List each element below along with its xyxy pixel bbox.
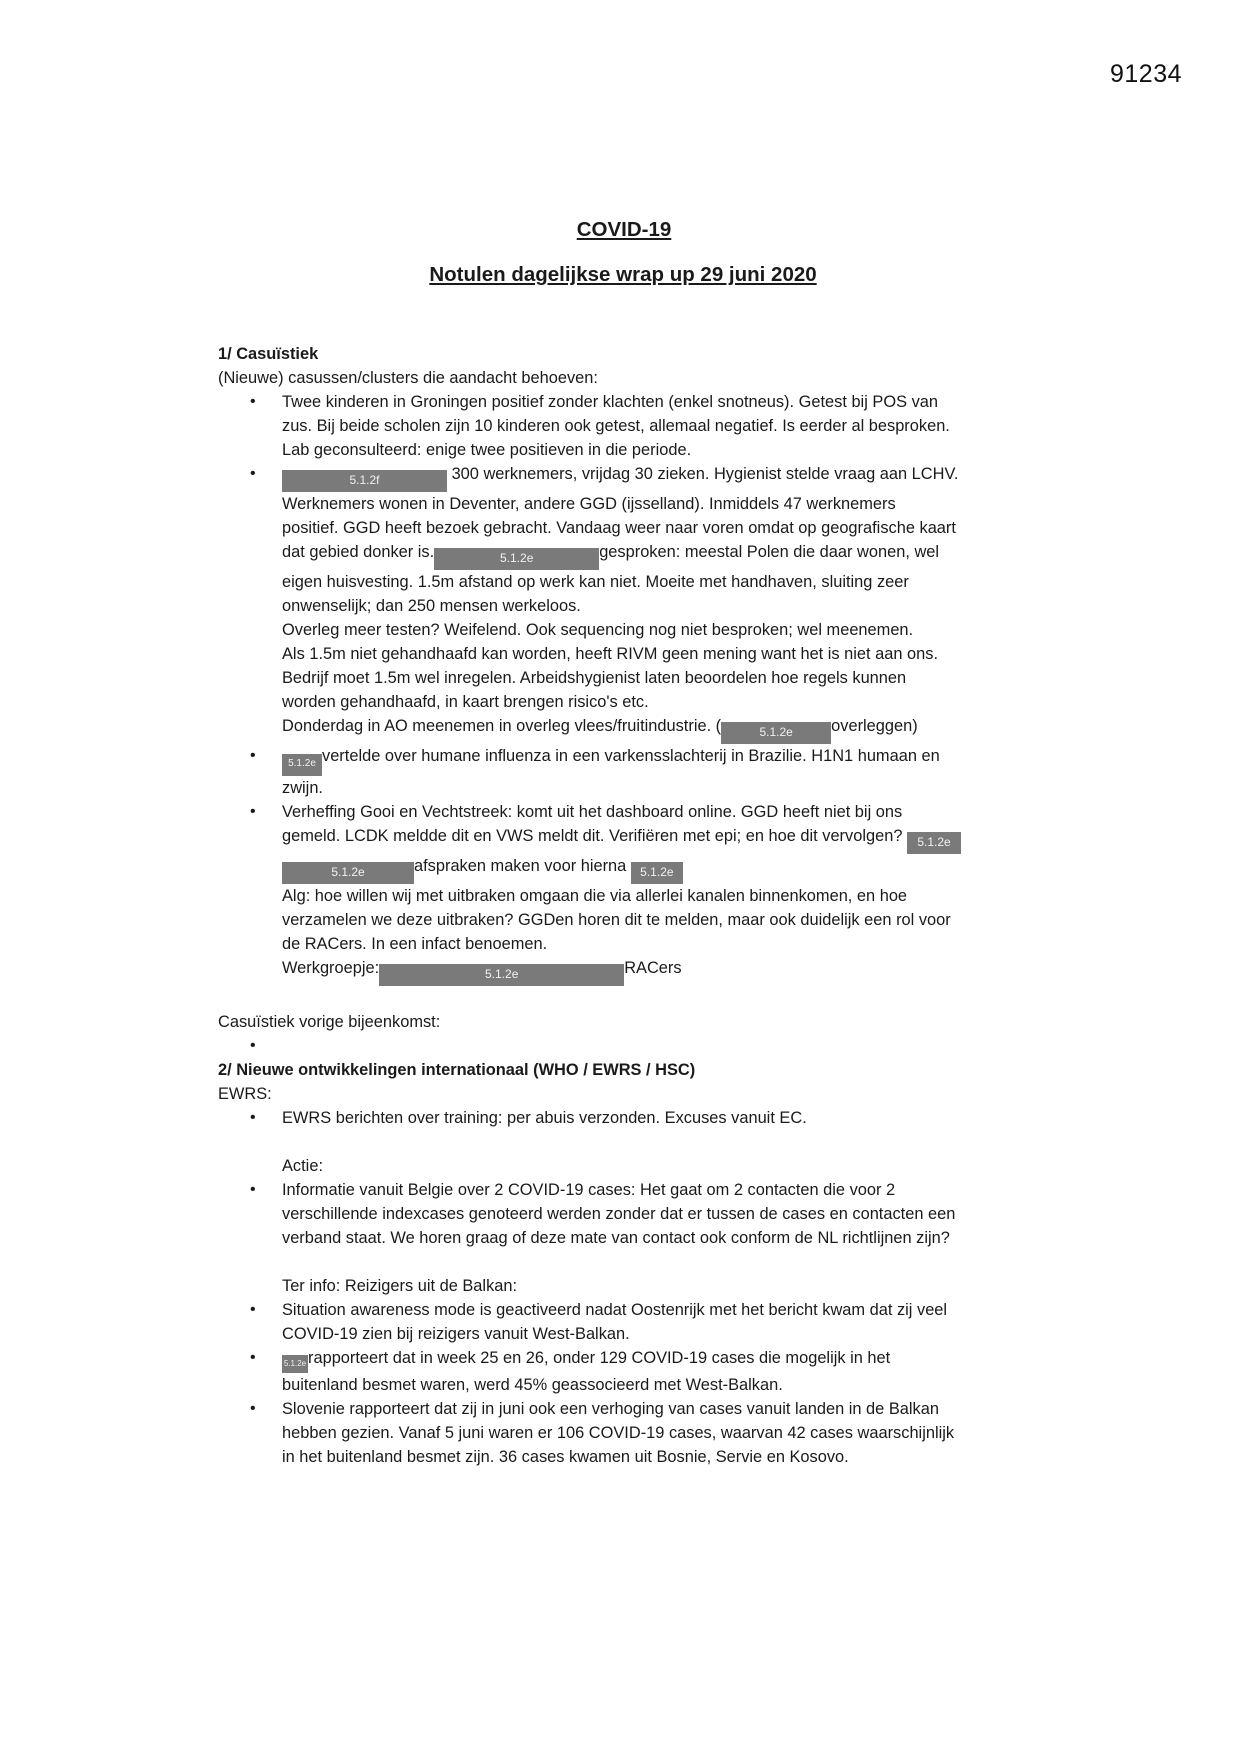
list-item — [282, 800, 1028, 986]
text-line: verzamelen we deze uitbraken? GGDen horen dit te melden, maar ook duidelijk een rol voor — [282, 911, 951, 929]
bullet-list-casuistiek — [218, 390, 1028, 986]
text-line: Als 1.5m niet gehandhaafd kan worden, heeft RIVM geen mening want het is niet aan ons. — [282, 645, 939, 663]
text-line: onwenselijk; dan 250 mensen werkeloos. — [282, 597, 581, 615]
section-heading-international: 2/ Nieuwe ontwikkelingen internationaal (WHO / EWRS / HSC) — [218, 1061, 696, 1079]
redaction-box: 5.1.2e — [434, 548, 599, 570]
previous-meeting-label: Casuïstiek vorige bijeenkomst: — [218, 1013, 441, 1031]
text-line: Donderdag in AO meenemen in overleg vlees/fruitindustrie. ( — [282, 717, 722, 735]
document-body — [218, 218, 1028, 1469]
text-line: COVID-19 zien bij reizigers vanuit West-Balkan. — [282, 1325, 630, 1343]
redaction-box: 5.1.2e — [721, 722, 831, 744]
text-line: Werknemers wonen in Deventer, andere GGD (ijsselland). Inmiddels 47 werknemers — [282, 495, 896, 513]
text-line: • Slovenie rapporteert dat zij in juni ook een verhoging van cases vanuit landen in de Balkan — [282, 1400, 939, 1418]
list-item — [282, 462, 1028, 744]
text-line: in het buitenland besmet zijn. 36 cases kwamen uit Bosnie, Servie en Kosovo. — [282, 1448, 849, 1466]
redaction-box: 5.1.2e — [907, 832, 961, 854]
redaction-box: 5.1.2e — [631, 862, 683, 884]
text-line: verschillende indexcases genoteerd werden zonder dat er tussen de cases en contacten een — [282, 1205, 956, 1223]
text-line: zus. Bij beide scholen zijn 10 kinderen ook getest, allemaal negatief. Is eerder al besproken. — [282, 417, 950, 435]
text-line: verband staat. We horen graag of deze mate van contact ook conform de NL richtlijnen zijn? — [282, 1229, 950, 1247]
text-line: zwijn. — [282, 779, 323, 797]
text-line: • EWRS berichten over training: per abuis verzonden. Excuses vanuit EC. — [282, 1109, 807, 1127]
document-title: COVID-19 — [576, 218, 672, 241]
list-item — [282, 1298, 1028, 1346]
text-line: Alg: hoe willen wij met uitbraken omgaan die via allerlei kanalen binnenkomen, en hoe — [282, 887, 908, 905]
ter-info-label: Ter info: Reizigers uit de Balkan: — [282, 1277, 518, 1295]
text-line: rapporteert dat in week 25 en 26, onder 129 COVID-19 cases die mogelijk in het — [308, 1349, 891, 1367]
text-line: • Twee kinderen in Groningen positief zonder klachten (enkel snotneus). Getest bij POS van — [282, 393, 938, 411]
text-line: afspraken maken voor hierna — [414, 857, 627, 875]
text-line: dat gebied donker is. — [282, 543, 435, 561]
bullet-list-actie — [218, 1178, 1028, 1250]
text-line: positief. GGD heeft bezoek gebracht. Vandaag weer naar voren omdat op geografische kaart — [282, 519, 956, 537]
text-line: eigen huisvesting. 1.5m afstand op werk kan niet. Moeite met handhaven, sluiting zeer — [282, 573, 909, 591]
text-line: hebben gezien. Vanaf 5 juni waren er 106 COVID-19 cases, waarvan 42 cases waarschijnlijk — [282, 1424, 955, 1442]
redaction-box: 5.1.2f — [282, 470, 447, 492]
section-heading-casuistiek: 1/ Casuïstiek — [218, 345, 319, 363]
text-line: • Verheffing Gooi en Vechtstreek: komt uit het dashboard online. GGD heeft niet bij ons — [282, 803, 903, 821]
page-number: 91234 — [1110, 60, 1183, 88]
text-line: • Situation awareness mode is geactiveerd nadat Oostenrijk met het bericht kwam dat zij veel — [282, 1301, 948, 1319]
text-line: Bedrijf moet 1.5m wel inregelen. Arbeidshygienist laten beoordelen hoe regels kunnen — [282, 669, 907, 687]
text-line: RACers — [624, 959, 682, 977]
list-item — [282, 744, 1028, 800]
actie-label: Actie: — [282, 1157, 323, 1175]
text-line: Lab geconsulteerd: enige twee positieven in die periode. — [282, 441, 692, 459]
text-line: buitenland besmet waren, werd 45% geassocieerd met West-Balkan. — [282, 1376, 783, 1394]
redaction-box: 5.1.2e — [282, 754, 322, 776]
text-line: gemeld. LCDK meldde dit en VWS meldt dit. Verifiëren met epi; en hoe dit vervolgen? — [282, 827, 903, 845]
section-intro: (Nieuwe) casussen/clusters die aandacht behoeven: — [218, 369, 598, 387]
redaction-box: 5.1.2e — [379, 964, 624, 986]
list-item — [282, 1397, 1028, 1469]
bullet-list-balkan — [218, 1298, 1028, 1469]
bullet-list-ewrs — [218, 1106, 1028, 1130]
text-line: overleggen) — [831, 717, 918, 735]
redaction-box: 5.1.2e — [282, 862, 414, 884]
text-line: • Informatie vanuit Belgie over 2 COVID-19 cases: Het gaat om 2 contacten die voor 2 — [282, 1181, 896, 1199]
text-line: gesproken: meestal Polen die daar wonen, wel — [599, 543, 940, 561]
ewrs-label: EWRS: — [218, 1085, 272, 1103]
list-item — [282, 1178, 1028, 1250]
list-item — [282, 1106, 1028, 1130]
document-subtitle: Notulen dagelijkse wrap up 29 juni 2020 — [429, 263, 817, 286]
bullet-list-previous — [218, 1034, 1028, 1058]
text-line: 300 werknemers, vrijdag 30 zieken. Hygienist stelde vraag aan LCHV. — [451, 465, 959, 483]
text-line: Werkgroepje: — [282, 959, 380, 977]
text-line: worden gehandhaafd, in kaart brengen risico's etc. — [282, 693, 649, 711]
list-item — [282, 390, 1028, 462]
redaction-box: 5.1.2e — [282, 1355, 308, 1373]
list-item — [282, 1034, 1028, 1058]
text-line: vertelde over humane influenza in een varkensslachterij in Brazilie. H1N1 humaan en — [322, 747, 940, 765]
list-item — [282, 1346, 1028, 1397]
text-line: de RACers. In een infact benoemen. — [282, 935, 548, 953]
text-line: Overleg meer testen? Weifelend. Ook sequencing nog niet besproken; wel meenemen. — [282, 621, 914, 639]
